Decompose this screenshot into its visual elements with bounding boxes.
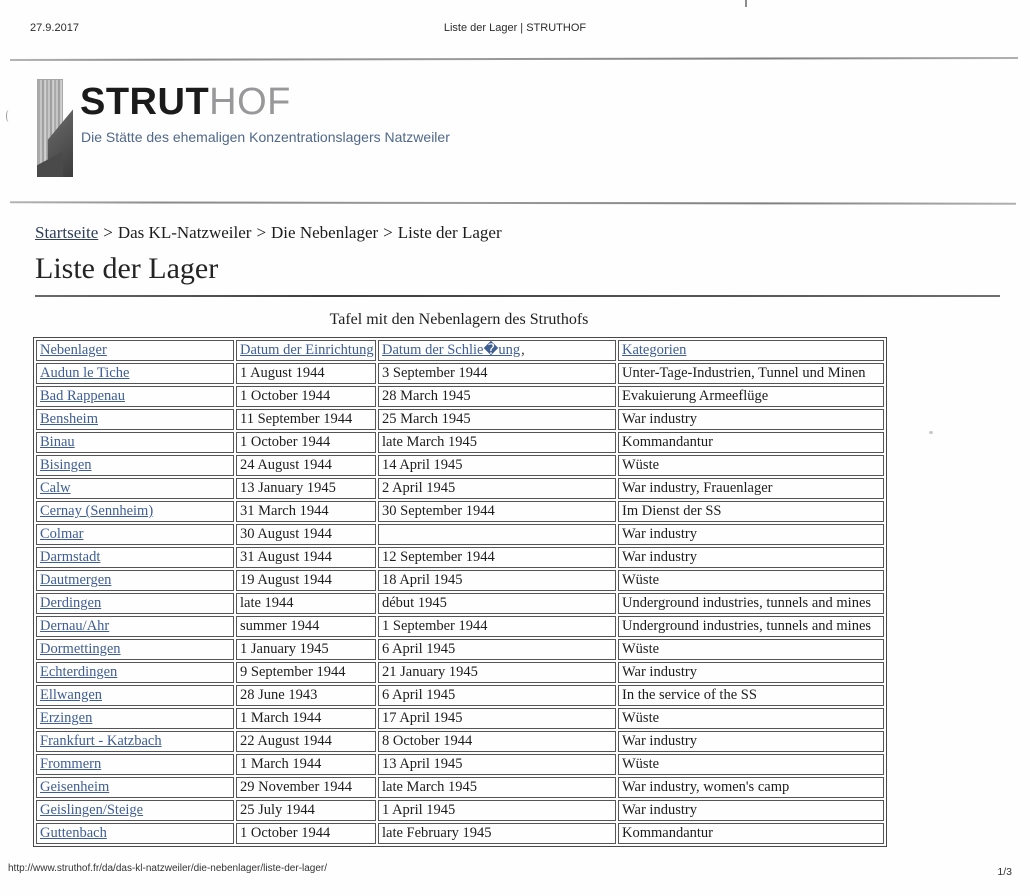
established-date-cell: 1 August 1944 bbox=[236, 363, 376, 384]
scan-artifact bbox=[929, 431, 933, 434]
table-row bbox=[36, 708, 884, 729]
breadcrumb-item-kl-natzweiler: Das KL-Natzweiler bbox=[117, 223, 252, 242]
header-comma-artifact: , bbox=[521, 342, 525, 358]
camp-link[interactable]: Derdingen bbox=[40, 595, 102, 611]
table-row bbox=[36, 524, 884, 545]
breadcrumb-separator: > bbox=[383, 223, 393, 242]
category-cell: Evakuierung Armeeflüge bbox=[618, 386, 884, 407]
category-cell: Wüste bbox=[618, 754, 884, 775]
established-date-cell: 1 March 1944 bbox=[236, 754, 376, 775]
closure-date-cell: 3 September 1944 bbox=[378, 363, 616, 384]
category-cell: Kommandantur bbox=[618, 432, 884, 453]
breadcrumb bbox=[35, 223, 502, 243]
established-date-cell: 9 September 1944 bbox=[236, 662, 376, 683]
category-cell: War industry bbox=[618, 409, 884, 430]
closure-date-cell: late February 1945 bbox=[378, 823, 616, 844]
camp-link[interactable]: Erzingen bbox=[40, 710, 93, 726]
camp-name-cell bbox=[36, 455, 234, 476]
established-date-cell: 22 August 1944 bbox=[236, 731, 376, 752]
camp-name-cell bbox=[36, 593, 234, 614]
closure-date-cell bbox=[378, 524, 616, 545]
category-cell: Wüste bbox=[618, 708, 884, 729]
brand-bold-text: STRUT bbox=[80, 81, 210, 123]
scan-artifact bbox=[745, 0, 747, 7]
category-cell: In the service of the SS bbox=[618, 685, 884, 706]
camp-link[interactable]: Echterdingen bbox=[40, 664, 118, 680]
table-row bbox=[36, 800, 884, 821]
table-row bbox=[36, 432, 884, 453]
camp-link[interactable]: Geisenheim bbox=[40, 779, 110, 795]
closure-date-cell: 25 March 1945 bbox=[378, 409, 616, 430]
camp-name-cell bbox=[36, 432, 234, 453]
camp-name-cell bbox=[36, 363, 234, 384]
closure-date-cell: 6 April 1945 bbox=[378, 639, 616, 660]
camp-name-cell bbox=[36, 662, 234, 683]
category-cell: Wüste bbox=[618, 639, 884, 660]
table-caption: Tafel mit den Nebenlagern des Struthofs bbox=[329, 311, 589, 328]
closure-date-cell: 18 April 1945 bbox=[378, 570, 616, 591]
camp-name-cell bbox=[36, 800, 234, 821]
camp-link[interactable]: Frommern bbox=[40, 756, 102, 772]
column-header-kategorien-link[interactable]: Kategorien bbox=[622, 342, 687, 358]
camp-link[interactable]: Audun le Tiche bbox=[40, 365, 130, 381]
closure-date-cell: 28 March 1945 bbox=[378, 386, 616, 407]
camps-table bbox=[33, 337, 887, 847]
table-row bbox=[36, 409, 884, 430]
column-header-schliessung bbox=[378, 340, 616, 361]
brand-light-text: HOF bbox=[209, 81, 291, 123]
closure-date-cell: 13 April 1945 bbox=[378, 754, 616, 775]
established-date-cell: 25 July 1944 bbox=[236, 800, 376, 821]
closure-date-cell: début 1945 bbox=[378, 593, 616, 614]
column-header-schliessung-link[interactable]: Datum der Schlie�ung bbox=[382, 342, 521, 358]
table-row bbox=[36, 363, 884, 384]
table-row bbox=[36, 662, 884, 683]
print-page-title: Liste der Lager | STRUTHOF bbox=[443, 22, 587, 34]
camp-link[interactable]: Bensheim bbox=[40, 411, 98, 427]
column-header-nebenlager-link[interactable]: Nebenlager bbox=[40, 342, 107, 358]
camp-link[interactable]: Ellwangen bbox=[40, 687, 103, 703]
camp-name-cell bbox=[36, 731, 234, 752]
camp-name-cell bbox=[36, 501, 234, 522]
camp-name-cell bbox=[36, 409, 234, 430]
table-row bbox=[36, 570, 884, 591]
camp-link[interactable]: Cernay (Sennheim) bbox=[40, 503, 154, 519]
established-date-cell: 1 October 1944 bbox=[236, 386, 376, 407]
table-row bbox=[36, 823, 884, 844]
established-date-cell: 13 January 1945 bbox=[236, 478, 376, 499]
established-date-cell: 19 August 1944 bbox=[236, 570, 376, 591]
established-date-cell: 28 June 1943 bbox=[236, 685, 376, 706]
breadcrumb-item-liste-der-lager: Liste der Lager bbox=[397, 223, 502, 242]
table-header-row bbox=[36, 340, 884, 361]
established-date-cell: late 1944 bbox=[236, 593, 376, 614]
category-cell: Wüste bbox=[618, 570, 884, 591]
closure-date-cell: 2 April 1945 bbox=[378, 478, 616, 499]
closure-date-cell: 1 April 1945 bbox=[378, 800, 616, 821]
category-cell: War industry bbox=[618, 800, 884, 821]
camps-table-body bbox=[36, 363, 884, 844]
page-title: Liste der Lager bbox=[35, 252, 219, 285]
closure-date-cell: 21 January 1945 bbox=[378, 662, 616, 683]
established-date-cell: 24 August 1944 bbox=[236, 455, 376, 476]
category-cell: War industry, Frauenlager bbox=[618, 478, 884, 499]
camp-link[interactable]: Frankfurt - Katzbach bbox=[40, 733, 162, 749]
camp-link[interactable]: Dernau/Ahr bbox=[40, 618, 110, 634]
table-row bbox=[36, 777, 884, 798]
category-cell: War industry bbox=[618, 662, 884, 683]
established-date-cell: 30 August 1944 bbox=[236, 524, 376, 545]
category-cell: Im Dienst der SS bbox=[618, 501, 884, 522]
category-cell: Underground industries, tunnels and mines bbox=[618, 616, 884, 637]
closure-date-cell: 30 September 1944 bbox=[378, 501, 616, 522]
table-row bbox=[36, 639, 884, 660]
table-row bbox=[36, 685, 884, 706]
category-cell: War industry bbox=[618, 524, 884, 545]
camp-name-cell bbox=[36, 616, 234, 637]
category-cell: War industry, women's camp bbox=[618, 777, 884, 798]
closure-date-cell: 1 September 1944 bbox=[378, 616, 616, 637]
table-row bbox=[36, 478, 884, 499]
breadcrumb-link-startseite[interactable]: Startseite bbox=[35, 223, 99, 242]
camp-name-cell bbox=[36, 639, 234, 660]
camp-link[interactable]: Geislingen/Steige bbox=[40, 802, 144, 818]
closure-date-cell: late March 1945 bbox=[378, 777, 616, 798]
scan-artifact bbox=[6, 110, 11, 122]
brand-tagline: Die Stätte des ehemaligen Konzentrationslagers Natzweiler bbox=[81, 129, 450, 145]
camp-link[interactable]: Darmstadt bbox=[40, 549, 101, 565]
camp-name-cell bbox=[36, 685, 234, 706]
print-date: 27.9.2017 bbox=[30, 22, 79, 34]
category-cell: War industry bbox=[618, 731, 884, 752]
closure-date-cell: 6 April 1945 bbox=[378, 685, 616, 706]
closure-date-cell: 17 April 1945 bbox=[378, 708, 616, 729]
closure-date-cell: 14 April 1945 bbox=[378, 455, 616, 476]
camp-name-cell bbox=[36, 547, 234, 568]
breadcrumb-separator: > bbox=[103, 223, 113, 242]
established-date-cell: 1 October 1944 bbox=[236, 432, 376, 453]
established-date-cell: 1 March 1944 bbox=[236, 708, 376, 729]
table-row bbox=[36, 501, 884, 522]
closure-date-cell: 12 September 1944 bbox=[378, 547, 616, 568]
camp-name-cell bbox=[36, 777, 234, 798]
camp-name-cell bbox=[36, 754, 234, 775]
camp-name-cell bbox=[36, 524, 234, 545]
established-date-cell: summer 1944 bbox=[236, 616, 376, 637]
table-row bbox=[36, 386, 884, 407]
camp-link[interactable]: Bisingen bbox=[40, 457, 92, 473]
table-row bbox=[36, 593, 884, 614]
table-row bbox=[36, 731, 884, 752]
camp-name-cell bbox=[36, 823, 234, 844]
column-header-nebenlager bbox=[36, 340, 234, 361]
established-date-cell: 31 August 1944 bbox=[236, 547, 376, 568]
camp-link[interactable]: Colmar bbox=[40, 526, 84, 542]
camp-link[interactable]: Dautmergen bbox=[40, 572, 112, 588]
table-row bbox=[36, 616, 884, 637]
camp-link[interactable]: Bad Rappenau bbox=[40, 388, 125, 404]
column-header-einrichtung bbox=[236, 340, 376, 361]
established-date-cell: 31 March 1944 bbox=[236, 501, 376, 522]
closure-date-cell: late March 1945 bbox=[378, 432, 616, 453]
established-date-cell: 29 November 1944 bbox=[236, 777, 376, 798]
camp-link[interactable]: Dormettingen bbox=[40, 641, 121, 657]
established-date-cell: 1 January 1945 bbox=[236, 639, 376, 660]
category-cell: Unter-Tage-Industrien, Tunnel und Minen bbox=[618, 363, 884, 384]
category-cell: Kommandantur bbox=[618, 823, 884, 844]
brand-wordmark bbox=[80, 83, 291, 121]
camp-link[interactable]: Binau bbox=[40, 434, 75, 450]
table-row bbox=[36, 754, 884, 775]
camp-name-cell bbox=[36, 570, 234, 591]
breadcrumb-item-nebenlager: Die Nebenlager bbox=[271, 223, 379, 242]
camp-name-cell bbox=[36, 478, 234, 499]
camp-name-cell bbox=[36, 386, 234, 407]
header-divider bbox=[10, 201, 1016, 204]
breadcrumb-separator: > bbox=[256, 223, 267, 242]
top-divider bbox=[10, 57, 1018, 61]
title-divider bbox=[35, 295, 1000, 297]
established-date-cell: 1 October 1944 bbox=[236, 823, 376, 844]
page-number: 1/3 bbox=[997, 866, 1012, 878]
footer-url: http://www.struthof.fr/da/das-kl-natzweiler/die-nebenlager/liste-der-lager/ bbox=[8, 863, 328, 874]
column-header-einrichtung-link[interactable]: Datum der Einrichtung bbox=[240, 342, 374, 358]
column-header-kategorien bbox=[618, 340, 884, 361]
category-cell: Wüste bbox=[618, 455, 884, 476]
closure-date-cell: 8 October 1944 bbox=[378, 731, 616, 752]
camp-link[interactable]: Guttenbach bbox=[40, 825, 107, 841]
camp-link[interactable]: Calw bbox=[40, 480, 71, 496]
established-date-cell: 11 September 1944 bbox=[236, 409, 376, 430]
table-row bbox=[36, 455, 884, 476]
camp-name-cell bbox=[36, 708, 234, 729]
category-cell: Underground industries, tunnels and mines bbox=[618, 593, 884, 614]
table-row bbox=[36, 547, 884, 568]
memorial-monument-icon bbox=[37, 79, 73, 177]
category-cell: War industry bbox=[618, 547, 884, 568]
